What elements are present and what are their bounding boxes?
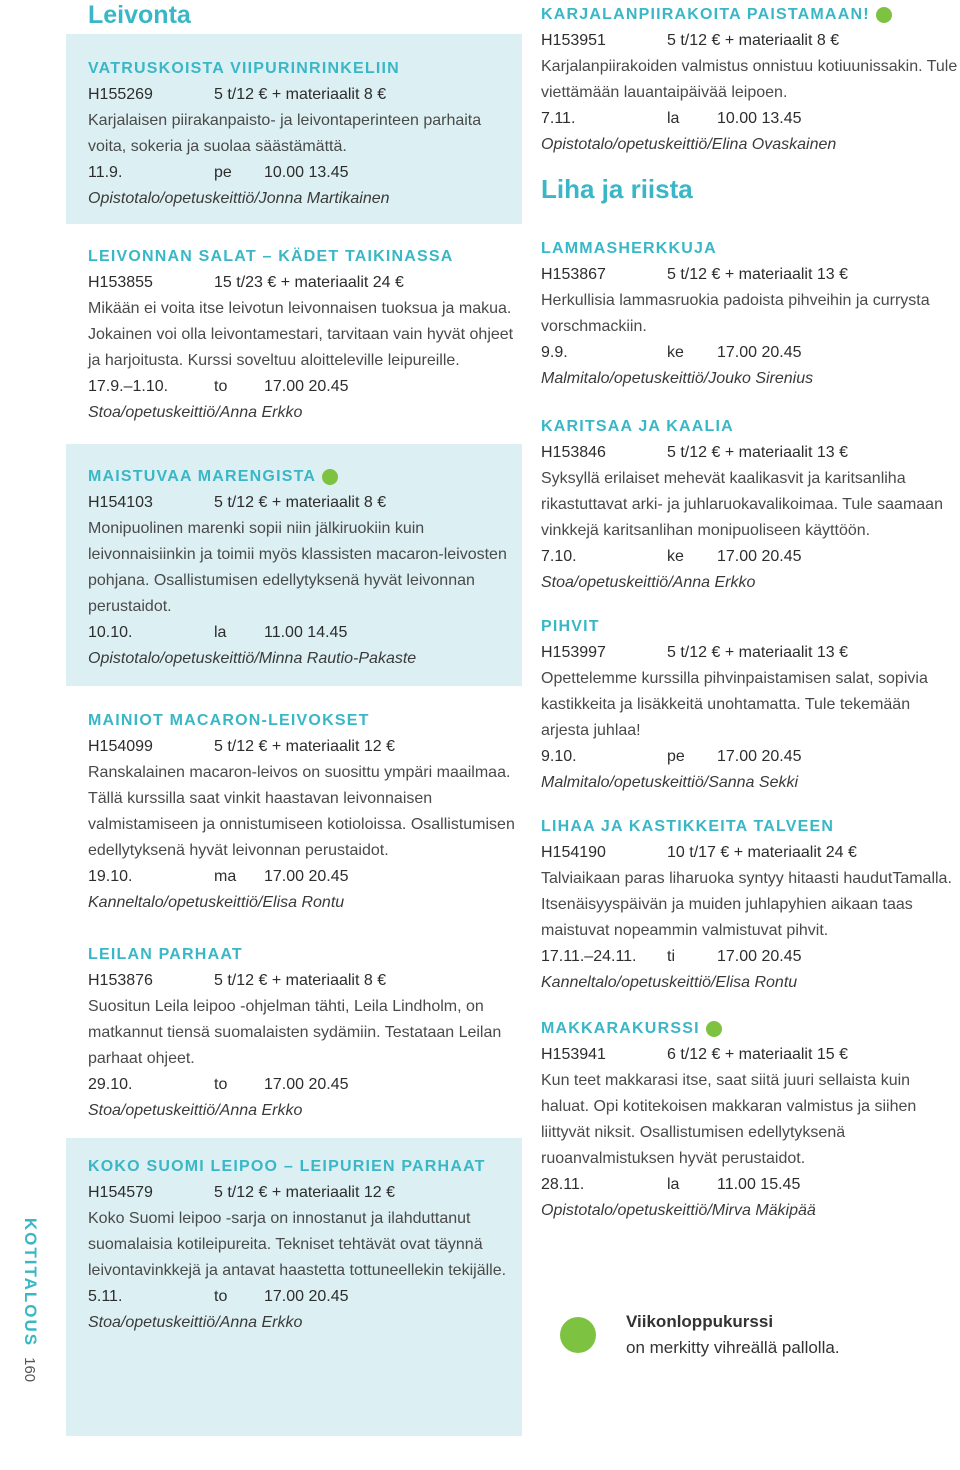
course-code-line: H153855 15 t/23 € + materiaalit 24 €: [88, 274, 404, 291]
weekend-dot-icon: [322, 469, 338, 485]
course-title: KARJALANPIIRAKOITA PAISTAMAAN!: [541, 2, 960, 28]
course-description: Monipuolinen marenki sopii niin jälkiruokiin kuin leivonnaisiinkin ja toimii myös klassisten macaron-leivosten pohjana. Osallistumisen edellytyksenä hyvät leivonnan perustaidot.: [88, 520, 507, 615]
course-place: Stoa/opetuskeittiö/Anna Erkko: [88, 404, 303, 421]
course-place: Opistotalo/opetuskeittiö/Mirva Mäkipää: [541, 1202, 816, 1219]
course-code-line: H153867 5 t/12 € + materiaalit 13 €: [541, 266, 848, 283]
course-time: 28.11. la 11.00 15.45: [541, 1176, 801, 1193]
course-title: LEILAN PARHAAT: [88, 946, 243, 963]
section-title-liha-ja-riista: Liha ja riista: [541, 174, 693, 204]
course-description: Kun teet makkarasi itse, saat siitä juuri sellaista kuin haluat. Opi kotitekoisen makkaran valmistus ja siihen liittyvät niksit. Osallistumisen edellytyksenä ruoanvalmistuksen hyvät perustaidot.: [541, 1072, 917, 1167]
course-code-line: H154099 5 t/12 € + materiaalit 12 €: [88, 738, 395, 755]
course-time: 10.10. la 11.00 14.45: [88, 624, 348, 641]
weekend-dot-icon: [706, 1021, 722, 1037]
course-place: Opistotalo/opetuskeittiö/Jonna Martikainen: [88, 190, 390, 207]
course-code-line: H154103 5 t/12 € + materiaalit 8 €: [88, 494, 387, 511]
course-description: Ranskalainen macaron-leivos on suosittu ympäri maailmaa. Tällä kurssilla saat vinkit haastavan leivonnaisen valmistamiseen ja onnistumiseen kotioloissa. Osallistumisen edellytyksenä hyvät leivonnan perustaidot.: [88, 764, 515, 859]
course-code-line: H153876 5 t/12 € + materiaalit 8 €: [88, 972, 387, 989]
course-description: Herkullisia lammasruokia padoista pihveihin ja currysta vorschmackiin.: [541, 292, 930, 335]
course-description: Koko Suomi leipoo -sarja on innostanut ja ilahduttanut suomalaisia kotileipureita. Tekniset tehtävät ovat täynnä leivontavinkkejä ja antavat haastetta tottuneellekin tekijälle.: [88, 1210, 507, 1279]
course-place: Kanneltalo/opetuskeittiö/Elisa Rontu: [541, 974, 798, 991]
course-card: [530, 796, 960, 996]
weekend-dot-icon: [560, 1317, 596, 1353]
course-place: Opistotalo/opetuskeittiö/Elina Ovaskainen: [541, 136, 837, 153]
course-code-line: H154579 5 t/12 € + materiaalit 12 €: [88, 1184, 395, 1201]
course-card: [530, 224, 960, 392]
course-title: VATRUSKOISTA VIIPURINRINKELIIN: [88, 60, 400, 77]
course-time: 7.11. la 10.00 13.45: [541, 110, 802, 127]
course-card: [66, 938, 522, 1138]
course-title: KARITSAA JA KAALIA: [541, 418, 734, 435]
course-card: [530, 0, 960, 158]
course-time: 9.9. ke 17.00 20.45: [541, 344, 802, 361]
right-column: [530, 0, 960, 1224]
legend-text: [626, 1309, 840, 1361]
course-card: [530, 596, 960, 796]
page-number: 160: [21, 1357, 39, 1383]
course-description: Karjalaisen piirakanpaisto- ja leivontaperinteen parhaita voita, sokeria ja suolaa säästämättä.: [88, 112, 482, 155]
course-card: [66, 1138, 522, 1436]
course-title: MAINIOT MACARON-LEIVOKSET: [88, 712, 370, 729]
course-description: Syksyllä erilaiset mehevät kaalikasvit ja karitsanliha rikastuttavat arki- ja juhlaruokavalikoimaa. Tule saamaan vinkkejä karitsanlihan monipuoliseen käyttöön.: [541, 470, 943, 539]
course-code: H155269: [88, 86, 153, 103]
course-description: Opettelemme kurssilla pihvinpaistamisen salat, sopivia kastikkeita ja lisäkkeitä unohtamatta. Tule tekemään arjesta juhlaa!: [541, 670, 928, 739]
course-card: [66, 224, 522, 444]
course-title: LEIVONNAN SALAT – KÄDET TAIKINASSA: [88, 248, 454, 265]
course-title: LAMMASHERKKUJA: [541, 240, 717, 257]
legend-line-2: on merkitty vihreällä pallolla.: [626, 1338, 840, 1357]
course-place: Stoa/opetuskeittiö/Anna Erkko: [88, 1314, 303, 1331]
course-description: Karjalanpiirakoiden valmistus onnistuu kotiuunissakin. Tule viettämään lauantaipäivää leipoen.: [541, 58, 958, 101]
course-time: 11.9. pe 10.00 13.45: [88, 164, 349, 181]
course-card: [66, 34, 522, 224]
course-place: Malmitalo/opetuskeittiö/Sanna Sekki: [541, 774, 799, 791]
course-time: 17.9.–1.10. to 17.00 20.45: [88, 378, 349, 395]
course-place: Kanneltalo/opetuskeittiö/Elisa Rontu: [88, 894, 345, 911]
weekend-dot-icon: [876, 7, 892, 23]
course-place: Stoa/opetuskeittiö/Anna Erkko: [541, 574, 756, 591]
course-time: 9.10. pe 17.00 20.45: [541, 748, 802, 765]
section-title-leivonta: Leivonta: [88, 1, 191, 29]
course-description: Mikään ei voita itse leivotun leivonnaisen tuoksua ja makua. Jokainen voi olla leivontamestari, tarvitaan vain hyvät ohjeet ja harjoitusta. Kurssi soveltuu aloitteleville leipureille.: [88, 300, 514, 369]
course-code-line: H153997 5 t/12 € + materiaalit 13 €: [541, 644, 848, 661]
course-card: [530, 392, 960, 596]
course-place: Stoa/opetuskeittiö/Anna Erkko: [88, 1102, 303, 1119]
course-time: 5.11. to 17.00 20.45: [88, 1288, 349, 1305]
course-title: LIHAA JA KASTIKKEITA TALVEEN: [541, 818, 835, 835]
course-description: Talviaikaan paras liharuoka syntyy hitaasti haudutTamalla. Itsenäisyyspäivän ja muiden juhlapyhien aikaan taas maistuvat nopeammin valmistuvat pihvit.: [541, 870, 952, 939]
course-fee: 5 t/12 € + materiaalit 8 €: [214, 86, 387, 103]
course-time: 7.10. ke 17.00 20.45: [541, 548, 802, 565]
course-title: KOKO SUOMI LEIPOO – LEIPURIEN PARHAAT: [88, 1158, 486, 1175]
course-code-line: H153846 5 t/12 € + materiaalit 13 €: [541, 444, 848, 461]
course-time: 29.10. to 17.00 20.45: [88, 1076, 349, 1093]
course-place: Malmitalo/opetuskeittiö/Jouko Sirenius: [541, 370, 814, 387]
course-code-line: H153941 6 t/12 € + materiaalit 15 €: [541, 1046, 848, 1063]
course-code-line: H153951 5 t/12 € + materiaalit 8 €: [541, 32, 840, 49]
course-title: MAISTUVAA MARENGISTA: [88, 464, 522, 490]
course-card: [66, 444, 522, 686]
course-title: MAKKARAKURSSI: [541, 1016, 960, 1042]
course-code-line: H154190 10 t/17 € + materiaalit 24 €: [541, 844, 857, 861]
course-description: Suositun Leila leipoo -ohjelman tähti, Leila Lindholm, on matkannut tiensä suomalaisten sydämiin. Testataan Leilan parhaat ohjeet.: [88, 998, 502, 1067]
course-title: PIHVIT: [541, 618, 600, 635]
section-label: KOTITALOUS: [21, 1217, 41, 1348]
course-card: [66, 686, 522, 938]
weekend-legend: [560, 1295, 940, 1375]
course-code-line: [88, 82, 522, 108]
course-time: 19.10. ma 17.00 20.45: [88, 868, 349, 885]
legend-line-1: Viikonloppukurssi: [626, 1312, 774, 1331]
left-column: [66, 0, 522, 1436]
course-place: Opistotalo/opetuskeittiö/Minna Rautio-Pakaste: [88, 650, 417, 667]
side-label: [0, 1200, 60, 1400]
course-time: 17.11.–24.11. ti 17.00 20.45: [541, 948, 802, 965]
course-card: [530, 996, 960, 1224]
